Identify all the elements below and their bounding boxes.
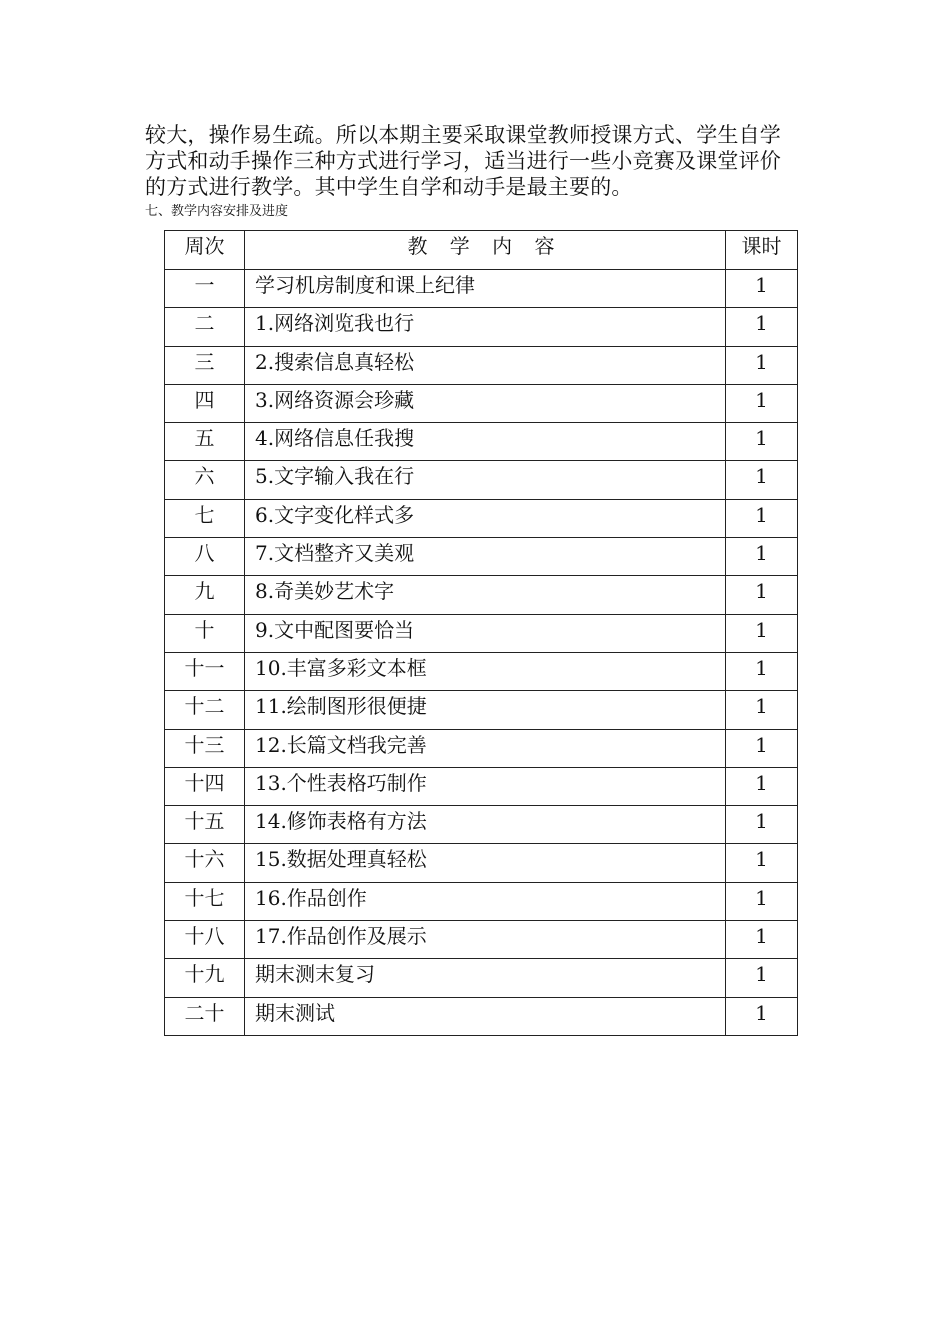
table-row <box>165 384 798 422</box>
table-row <box>165 959 798 997</box>
intro-paragraph <box>145 122 825 200</box>
week-cell: 十 <box>165 614 245 652</box>
table-row <box>165 346 798 384</box>
table-row <box>165 308 798 346</box>
week-cell: 五 <box>165 423 245 461</box>
week-cell: 十六 <box>165 844 245 882</box>
week-cell: 六 <box>165 461 245 499</box>
table-row <box>165 729 798 767</box>
hours-cell: 1 <box>726 576 798 614</box>
week-cell: 三 <box>165 346 245 384</box>
week-cell: 十四 <box>165 767 245 805</box>
hours-cell: 1 <box>726 423 798 461</box>
hours-cell: 1 <box>726 538 798 576</box>
table-row <box>165 921 798 959</box>
week-cell: 十五 <box>165 806 245 844</box>
content-cell: 15.数据处理真轻松 <box>245 844 726 882</box>
table-row <box>165 652 798 690</box>
paragraph-line: 较大，操作易生疏。所以本期主要采取课堂教师授课方式、学生自学 <box>145 123 781 147</box>
week-cell: 十九 <box>165 959 245 997</box>
week-cell: 十三 <box>165 729 245 767</box>
hours-cell: 1 <box>726 384 798 422</box>
content-cell: 7.文档整齐又美观 <box>245 538 726 576</box>
table-row <box>165 882 798 920</box>
hours-cell: 1 <box>726 921 798 959</box>
table-row <box>165 844 798 882</box>
teaching-schedule-table <box>164 230 798 1036</box>
table-row <box>165 997 798 1035</box>
paragraph-line: 方式和动手操作三种方式进行学习，适当进行一些小竞赛及课堂评价 <box>145 149 781 173</box>
table-row <box>165 538 798 576</box>
table-row <box>165 614 798 652</box>
content-cell: 16.作品创作 <box>245 882 726 920</box>
week-cell: 十二 <box>165 691 245 729</box>
content-cell: 2.搜索信息真轻松 <box>245 346 726 384</box>
content-cell: 学习机房制度和课上纪律 <box>245 270 726 308</box>
week-cell: 七 <box>165 499 245 537</box>
table-row <box>165 767 798 805</box>
content-cell: 6.文字变化样式多 <box>245 499 726 537</box>
hours-cell: 1 <box>726 959 798 997</box>
content-cell: 11.绘制图形很便捷 <box>245 691 726 729</box>
hours-cell: 1 <box>726 499 798 537</box>
content-cell: 13.个性表格巧制作 <box>245 767 726 805</box>
table-row <box>165 423 798 461</box>
hours-cell: 1 <box>726 767 798 805</box>
paragraph-line: 的方式进行教学。其中学生自学和动手是最主要的。 <box>145 175 633 199</box>
content-cell: 14.修饰表格有方法 <box>245 806 726 844</box>
week-cell: 二 <box>165 308 245 346</box>
content-cell: 8.奇美妙艺术字 <box>245 576 726 614</box>
hours-cell: 1 <box>726 346 798 384</box>
content-cell: 5.文字输入我在行 <box>245 461 726 499</box>
content-cell: 3.网络资源会珍藏 <box>245 384 726 422</box>
table-row <box>165 461 798 499</box>
hours-cell: 1 <box>726 691 798 729</box>
hours-cell: 1 <box>726 614 798 652</box>
hours-cell: 1 <box>726 997 798 1035</box>
hours-cell: 1 <box>726 806 798 844</box>
header-content: 教 学 内 容 <box>245 231 726 270</box>
hours-cell: 1 <box>726 461 798 499</box>
week-cell: 十七 <box>165 882 245 920</box>
hours-cell: 1 <box>726 844 798 882</box>
header-week: 周次 <box>165 231 245 270</box>
week-cell: 十一 <box>165 652 245 690</box>
content-cell: 12.长篇文档我完善 <box>245 729 726 767</box>
week-cell: 四 <box>165 384 245 422</box>
week-cell: 十八 <box>165 921 245 959</box>
table-row <box>165 691 798 729</box>
hours-cell: 1 <box>726 270 798 308</box>
table-row <box>165 806 798 844</box>
week-cell: 二十 <box>165 997 245 1035</box>
content-cell: 9.文中配图要恰当 <box>245 614 726 652</box>
hours-cell: 1 <box>726 882 798 920</box>
content-cell: 期末测末复习 <box>245 959 726 997</box>
content-cell: 1.网络浏览我也行 <box>245 308 726 346</box>
hours-cell: 1 <box>726 729 798 767</box>
content-cell: 10.丰富多彩文本框 <box>245 652 726 690</box>
header-hours: 课时 <box>726 231 798 270</box>
table-row <box>165 499 798 537</box>
hours-cell: 1 <box>726 308 798 346</box>
hours-cell: 1 <box>726 652 798 690</box>
week-cell: 一 <box>165 270 245 308</box>
week-cell: 九 <box>165 576 245 614</box>
section-heading: 七、教学内容安排及进度 <box>145 204 289 219</box>
table-row <box>165 576 798 614</box>
table-row <box>165 270 798 308</box>
table-header-row <box>165 231 798 270</box>
content-cell: 期末测试 <box>245 997 726 1035</box>
week-cell: 八 <box>165 538 245 576</box>
content-cell: 17.作品创作及展示 <box>245 921 726 959</box>
content-cell: 4.网络信息任我搜 <box>245 423 726 461</box>
